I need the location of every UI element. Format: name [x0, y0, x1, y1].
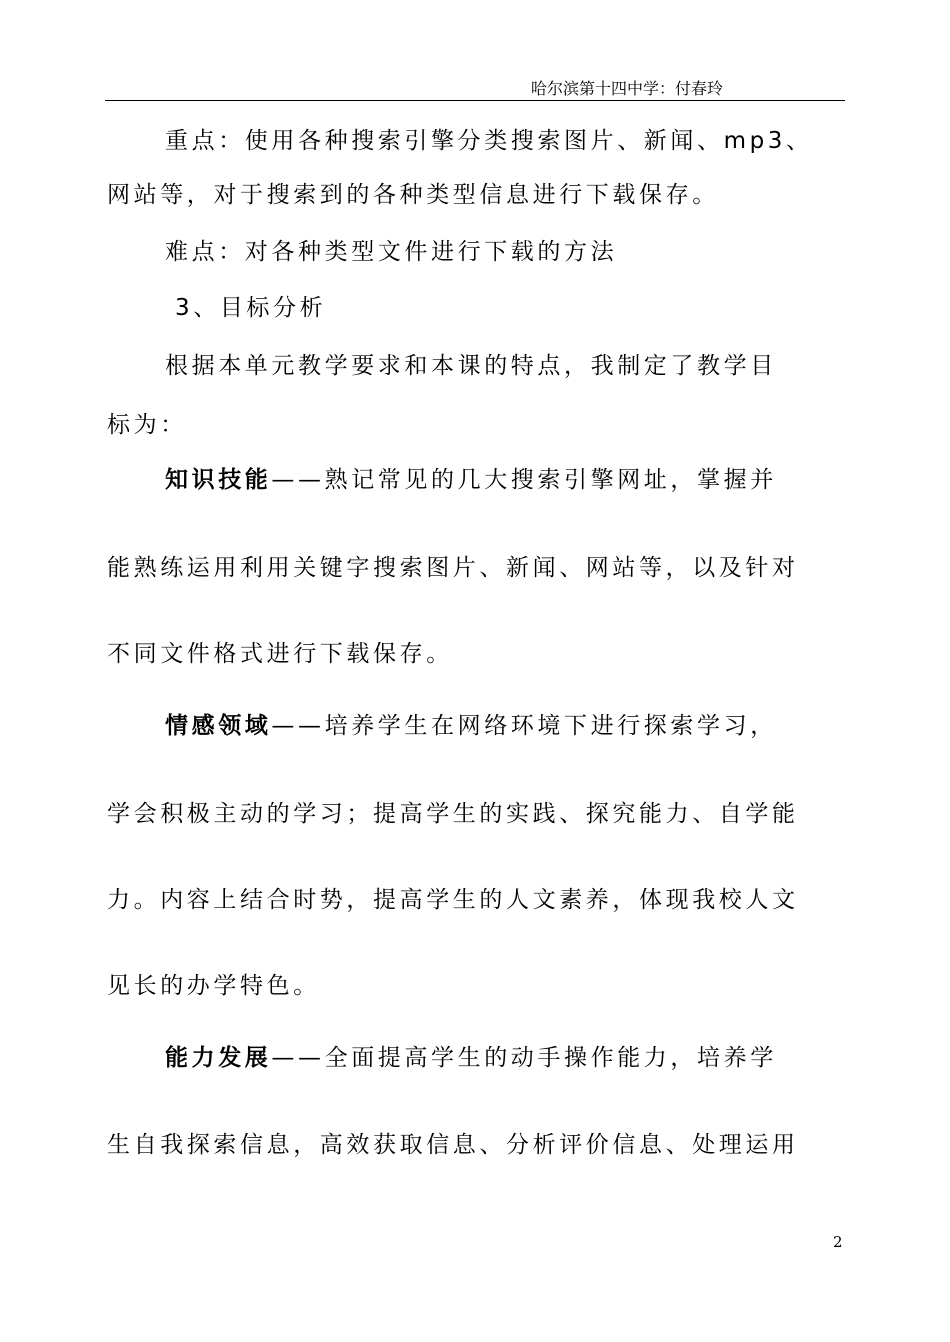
knowledge-line-2: 能熟练运用利用关键字搜索图片、新闻、网站等，以及针对 [107, 555, 799, 581]
intro-line-2: 标为： [107, 412, 187, 438]
ability-paragraph-line-1 [165, 1047, 905, 1070]
page-number: 2 [833, 1233, 843, 1251]
header-author: 哈尔滨第十四中学：付春玲 [530, 79, 723, 98]
emotion-line-4: 见长的办学特色。 [107, 973, 320, 999]
emotion-text-1: ——培养学生在网络环境下进行探索学习， [271, 713, 777, 739]
knowledge-label: 知识技能 [165, 467, 272, 493]
knowledge-line-3: 不同文件格式进行下载保存。 [107, 641, 453, 667]
ability-label: 能力发展 [165, 1045, 272, 1071]
focus-line-2: 网站等，对于搜索到的各种类型信息进行下载保存。 [107, 182, 719, 208]
emotion-paragraph-line-1 [165, 715, 905, 738]
page-header [105, 74, 845, 101]
emotion-label: 情感领域 [165, 713, 272, 739]
difficulty-line: 难点：对各种类型文件进行下载的方法 [165, 239, 618, 265]
ability-text-1: ——全面提高学生的动手操作能力，培养学 [271, 1045, 777, 1071]
knowledge-text-1: ——熟记常见的几大搜索引擎网址，掌握并 [271, 467, 777, 493]
emotion-line-3: 力。内容上结合时势，提高学生的人文素养，体现我校人文 [107, 887, 799, 913]
intro-line-1: 根据本单元教学要求和本课的特点，我制定了教学目 [165, 353, 777, 379]
ability-line-2: 生自我探索信息，高效获取信息、分析评价信息、处理运用 [107, 1132, 799, 1158]
emotion-line-2: 学会积极主动的学习；提高学生的实践、探究能力、自学能 [107, 801, 799, 827]
focus-line-1: 重点：使用各种搜索引擎分类搜索图片、新闻、mp3、 [165, 128, 813, 154]
knowledge-paragraph-line-1 [165, 469, 905, 492]
section-heading: 3、目标分析 [175, 295, 327, 321]
